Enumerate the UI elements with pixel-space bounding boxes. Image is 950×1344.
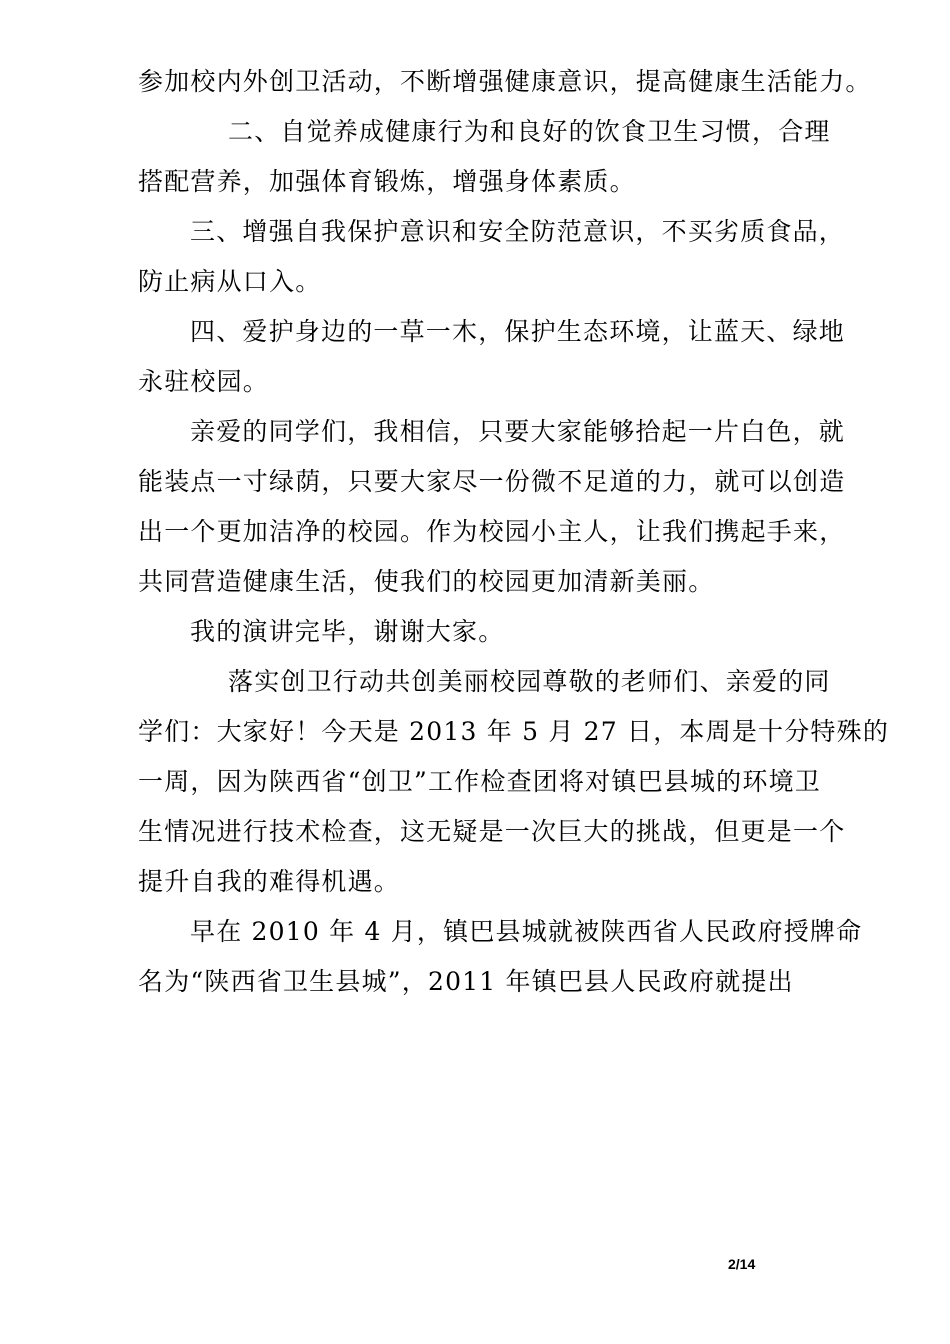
text-line: 参加校内外创卫活动，不断增强健康意识，提高健康生活能力。 <box>138 67 872 96</box>
text-line: 能装点一寸绿荫，只要大家尽一份微不足道的力，就可以创造 <box>138 467 846 496</box>
text-line: 共同营造健康生活，使我们的校园更加清新美丽。 <box>138 567 715 596</box>
text-line: 三、增强自我保护意识和安全防范意识，不买劣质食品， <box>190 217 846 246</box>
page-number: 2/14 <box>728 1256 756 1272</box>
text-line: 亲爱的同学们，我相信，只要大家能够拾起一片白色，就 <box>190 417 846 446</box>
text-line: 我的演讲完毕，谢谢大家。 <box>190 617 505 646</box>
text-line: 一周，因为陕西省“创卫”工作检查团将对镇巴县城的环境卫 <box>138 767 821 796</box>
text-line: 四、爱护身边的一草一木，保护生态环境，让蓝天、绿地 <box>190 317 846 346</box>
text-line: 提升自我的难得机遇。 <box>138 867 401 896</box>
text-line: 落实创卫行动共创美丽校园尊敬的老师们、亲爱的同 <box>228 667 831 696</box>
text-line: 永驻校园。 <box>138 367 270 396</box>
text-line: 名为“陕西省卫生县城”，2011 年镇巴县人民政府就提出 <box>138 967 794 996</box>
text-line: 生情况进行技术检查，这无疑是一次巨大的挑战，但更是一个 <box>138 817 846 846</box>
text-line: 出一个更加洁净的校园。作为校园小主人，让我们携起手来， <box>138 517 846 546</box>
text-line: 二、自觉养成健康行为和良好的饮食卫生习惯，合理 <box>228 117 831 146</box>
text-line: 防止病从口入。 <box>138 267 322 296</box>
text-line: 搭配营养，加强体育锻炼，增强身体素质。 <box>138 167 636 196</box>
text-line: 学们：大家好！今天是 2013 年 5 月 27 日，本周是十分特殊的 <box>138 717 890 746</box>
text-line: 早在 2010 年 4 月，镇巴县城就被陕西省人民政府授牌命 <box>190 917 863 946</box>
